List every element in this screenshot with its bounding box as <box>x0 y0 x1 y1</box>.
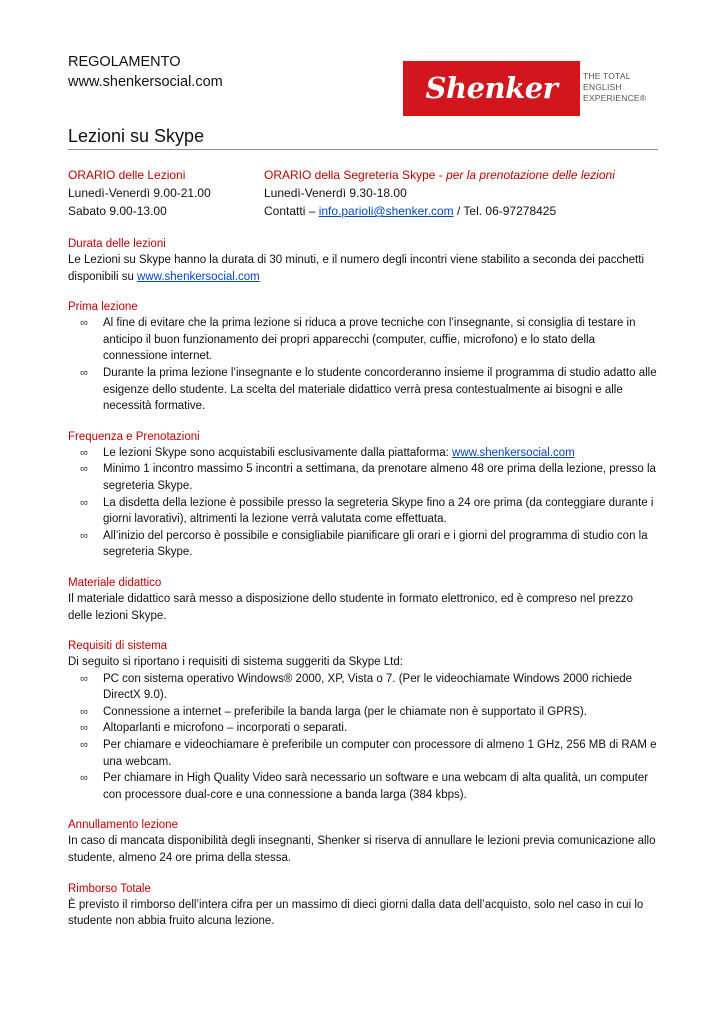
website-link[interactable]: www.shenkersocial.com <box>452 446 575 459</box>
document-header <box>68 52 658 118</box>
office-contacts: Contatti – info.parioli@shenker.com / Tel. 06-97278425 <box>264 204 557 218</box>
email-link[interactable]: info.parioli@shenker.com <box>318 204 454 218</box>
office-schedule <box>264 166 615 220</box>
lessons-saturday: Sabato 9.00-13.00 <box>68 204 167 218</box>
list-item: ∞ La disdetta della lezione è possibile presso la segreteria Skype fino a 24 ore prima (da conteggiare durante i giorni lavorativi), altrimenti la lezione verrà valutata come effettuata. <box>80 496 654 526</box>
frequency-section-title: Frequenza e Prenotazioni <box>68 430 200 443</box>
list-item: ∞ Connessione a internet – preferibile la banda larga (per le chiamate non è supportato il GPRS). <box>68 704 658 721</box>
logo-tagline: THE TOTAL ENGLISH EXPERIENCE® <box>583 71 647 103</box>
list-item: ∞ Al fine di evitare che la prima lezione si riduca a prove tecniche con l’insegnante, si consiglia di testare in anticipo il buon funzionamento dei propri apparecchi (computer, cuffie, microfono) e lo stato della connessione internet. <box>80 317 636 363</box>
phone-text: / Tel. 06-97278425 <box>453 204 557 218</box>
requirements-text: Di seguito si riportano i requisiti di sistema suggeriti da Skype Ltd: <box>68 656 403 669</box>
list-item: ∞ Minimo 1 incontro massimo 5 incontri a settimana, da prenotare almeno 48 ore prima della lezione, presso la segreteria Skype. <box>80 463 656 492</box>
cancellation-section-title: Annullamento lezione <box>68 819 178 832</box>
list-item: ∞ Per chiamare e videochiamare è preferibile un computer con processore di almeno 1 GHz, 256 MB di RAM e una webcam. <box>80 739 657 768</box>
lessons-schedule <box>68 166 211 220</box>
list-item: ∞ PC con sistema operativo Windows® 2000, XP, Vista o 7. (Per le videochiamate Windows 2000 richiede DirectX 9.0). <box>80 672 633 702</box>
bullet-icon: ∞ <box>80 366 88 379</box>
bullet-icon: ∞ <box>80 739 88 752</box>
schedule-block <box>68 166 658 222</box>
website-link[interactable]: www.shenkersocial.com <box>137 270 260 283</box>
cancellation-text: In caso di mancata disponibilità degli insegnanti, Shenker si riserva di annullare le lezioni previa comunicazione allo studente, almeno 24 ore prima della stessa. <box>68 835 656 865</box>
list-item: ∞ Per chiamare in High Quality Video sarà necessario un software e una webcam di alta qualità, un computer con processore dual-core e una connessione a banda larga (384 kbps). <box>80 772 649 801</box>
lessons-weekdays: Lunedì-Venerdì 9.00-21.00 <box>68 186 211 200</box>
duration-text: Le Lezioni su Skype hanno la durata di 30 minuti, e il numero degli incontri viene stabilito a seconda dei pacchetti disponibili su www.shenkersocial.com <box>68 254 644 283</box>
list-item: ∞ Altoparlanti e microfono – incorporati o separati. <box>68 720 658 737</box>
bullet-icon: ∞ <box>80 772 88 785</box>
regulation-heading: REGOLAMENTO <box>68 54 181 70</box>
shenker-logo: Shenker <box>403 61 580 116</box>
bullet-icon: ∞ <box>80 496 88 509</box>
page-title: Lezioni su Skype <box>68 124 658 150</box>
lessons-schedule-heading: ORARIO delle Lezioni <box>68 168 186 182</box>
bullet-icon: ∞ <box>80 463 88 476</box>
header-website: www.shenkersocial.com <box>68 74 223 90</box>
office-weekdays: Lunedì-Venerdì 9.30-18.00 <box>264 186 407 200</box>
bullet-icon: ∞ <box>80 672 88 685</box>
bullet-icon: ∞ <box>80 722 88 735</box>
office-schedule-heading: ORARIO della Segreteria Skype - per la prenotazione delle lezioni <box>264 168 615 182</box>
frequency-list <box>68 445 658 561</box>
refund-section-title: Rimborso Totale <box>68 882 151 895</box>
bullet-icon: ∞ <box>80 529 88 542</box>
requirements-section-title: Requisiti di sistema <box>68 640 168 653</box>
bullet-icon: ∞ <box>80 705 88 718</box>
document-page <box>68 52 658 930</box>
list-item: ∞ Durante la prima lezione l’insegnante e lo studente concorderanno insieme il programma di studio adatto alle esigenze dello studente. La scelta del materiale didattico verrà presa contestualmente ai bisogni e alle necessità formative. <box>80 366 657 413</box>
requirements-list <box>68 671 658 804</box>
list-item: ∞ All’inizio del percorso è possibile e consigliabile pianificare gli orari e i giorni del programma di studio con la segreteria Skype. <box>80 529 648 559</box>
material-section-title: Materiale didattico <box>68 576 162 589</box>
duration-section-title: Durata delle lezioni <box>68 238 166 250</box>
list-item: ∞ Le lezioni Skype sono acquistabili esclusivamente dalla piattaforma: www.shenkersocial.com <box>68 445 658 462</box>
bullet-icon: ∞ <box>80 317 88 330</box>
bullet-icon: ∞ <box>80 446 88 459</box>
first-lesson-list <box>68 315 658 415</box>
material-text: Il materiale didattico sarà messo a disposizione dello studente in formato elettronico, ed è compreso nel prezzo delle lezioni Skype. <box>68 592 634 622</box>
first-lesson-section-title: Prima lezione <box>68 301 138 314</box>
refund-text: È previsto il rimborso dell’intera cifra per un massimo di dieci giorni dalla data dell’acquisto, solo nel caso in cui lo studente non abbia fruito alcuna lezione. <box>68 898 644 928</box>
